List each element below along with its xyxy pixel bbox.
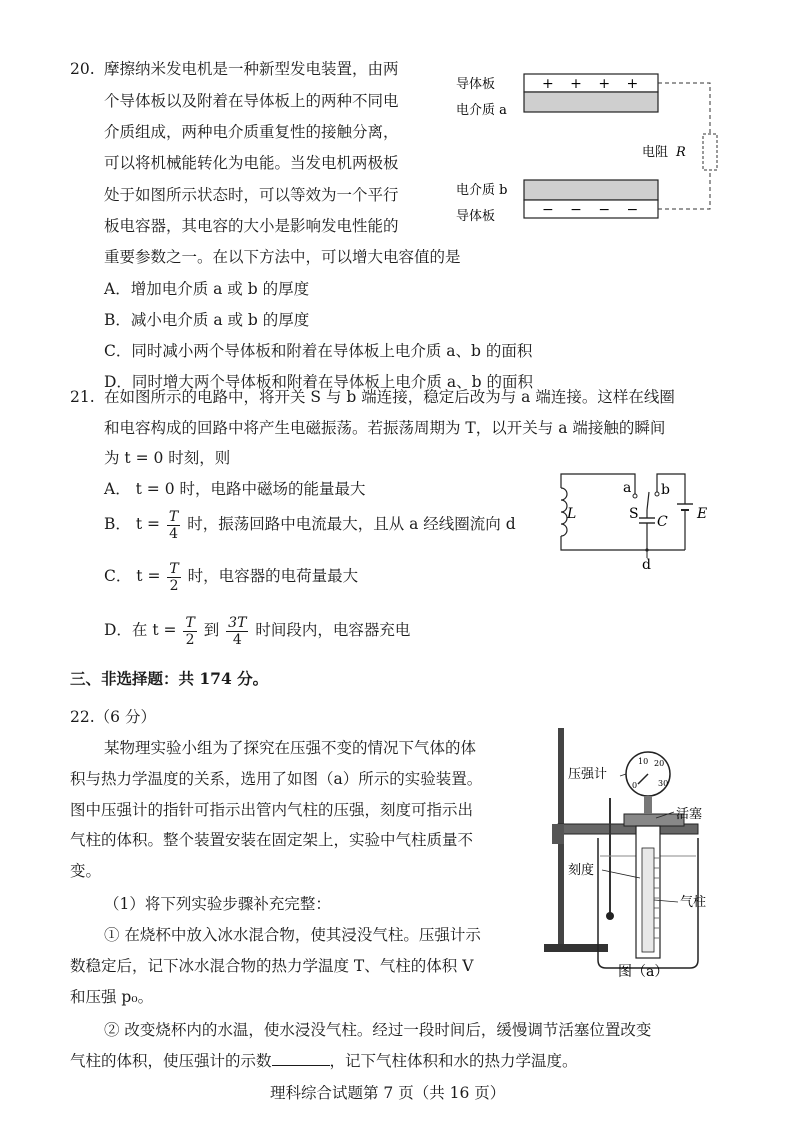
dielectric-a	[524, 92, 658, 112]
svg-text:10: 10	[638, 757, 649, 766]
label-gas-column: 气柱	[680, 895, 707, 910]
label-scale: 刻度	[568, 863, 595, 878]
clamp-block	[624, 814, 684, 826]
terminal-a	[633, 494, 637, 498]
q22-step1-line: ① 在烧杯中放入冰水混合物，使其浸没气柱。压强计示	[104, 926, 481, 944]
q22-step2-line: 气柱的体积，使压强计的示数 ，记下气柱体积和水的热力学温度。	[70, 1052, 578, 1070]
bottom-minus-signs: − − − −	[542, 202, 645, 218]
switch-blade	[647, 492, 649, 510]
q22-text-line: 变。	[70, 862, 102, 880]
clamp-left	[552, 824, 564, 844]
gas-column	[642, 848, 654, 952]
dielectric-b	[524, 180, 658, 200]
q20-text-line: 摩擦纳米发电机是一种新型发电装置，由两	[104, 60, 399, 78]
q22-text-line: 积与热力学温度的关系，选用了如图（a）所示的实验装置。	[70, 770, 483, 788]
fraction-t-over-2: $\frac{T}{2}$	[169, 560, 179, 594]
q21-option-b: B． t = $\frac{T}{4}$ 时，振荡回路中电流最大，且从 a 经线圈流向 d	[104, 508, 516, 542]
q21-text-line: 在如图所示的电路中，将开关 S 与 b 端连接，稳定后改为与 a 端连接。这样在线圈	[104, 388, 675, 406]
q20-text-line: 个导体板以及附着在导体板上的两种不同电	[104, 92, 399, 110]
lc-circuit-figure	[545, 466, 725, 570]
svg-text:C: C	[657, 514, 668, 530]
q20-text-line: 介质组成，两种电介质重复性的接触分离，	[104, 123, 399, 141]
fraction-3t-over-4: $\frac{3T}{4}$	[228, 614, 247, 648]
label-dielectric-a: 电介质 a	[456, 103, 507, 118]
figure-caption: 图（a）	[618, 964, 669, 980]
q22-step1-line: 数稳定后，记下冰水混合物的热力学温度 T、气柱的体积 V	[70, 957, 474, 975]
q21-option-a: A． t = 0 时，电路中磁场的能量最大	[104, 480, 366, 498]
label-dielectric-b: 电介质 b	[456, 183, 508, 198]
q22-text-line: 气柱的体积。整个装置安装在固定架上，实验中气柱质量不	[70, 831, 474, 849]
label-plate-top: 导体板	[456, 77, 496, 92]
q22-step2-line: ② 改变烧杯内的水温，使水浸没气柱。经过一段时间后，缓慢调节活塞位置改变	[104, 1021, 652, 1039]
page-footer: 理科综合试题第 7 页（共 16 页）	[270, 1084, 506, 1102]
wire-bottom	[658, 170, 710, 209]
label-resistor: 电阻	[642, 145, 669, 160]
generator-figure	[450, 62, 740, 232]
svg-text:30: 30	[658, 779, 669, 788]
q21-option-c: C． t = $\frac{T}{2}$ 时，电容器的电荷量最大	[104, 560, 359, 594]
wire-left-bottom	[561, 536, 685, 550]
wire-top	[658, 83, 710, 134]
svg-text:b: b	[661, 482, 670, 498]
q20-text-line: 板电容器，其电容的大小是影响发电性能的	[104, 217, 399, 235]
q20-text-line: 可以将机械能转化为电能。当发电机两极板	[104, 154, 399, 172]
svg-text:0: 0	[632, 781, 638, 790]
q20-option-a: A．增加电介质 a 或 b 的厚度	[104, 280, 310, 298]
q22-text-line: 图中压强计的指针可指示出管内气柱的压强，刻度可指示出	[70, 801, 474, 819]
top-plus-signs: + + + +	[542, 76, 645, 92]
q22-number: 22.（6 分）	[70, 708, 156, 726]
q20-text-line: 处于如图所示状态时，可以等效为一个平行	[104, 186, 399, 204]
svg-text:d: d	[642, 557, 651, 570]
fraction-t-over-2: $\frac{T}{2}$	[185, 614, 195, 648]
q20-option-c: C．同时减小两个导体板和附着在导体板上电介质 a、b 的面积	[104, 342, 533, 360]
section-heading: 三、非选择题：共 174 分。	[70, 669, 269, 688]
q20-option-b: B．减小电介质 a 或 b 的厚度	[104, 311, 310, 329]
q21-option-d: D．在 t = $\frac{T}{2}$ 到 $\frac{3T}{4}$ 时间段内，电容器充电	[104, 614, 411, 648]
q22-step-title: （1）将下列实验步骤补充完整：	[104, 895, 331, 913]
answer-blank[interactable]	[272, 1051, 330, 1066]
label-gauge: 压强计	[568, 767, 608, 782]
gas-apparatus-figure	[540, 728, 740, 982]
svg-text:E: E	[697, 506, 708, 522]
q20-number: 20.	[70, 60, 95, 78]
q21-text-line: 和电容构成的回路中将产生电磁振荡。若振荡周期为 T，以开关与 a 端接触的瞬间	[104, 419, 666, 437]
resistor	[703, 134, 717, 170]
label-plate-bottom: 导体板	[456, 209, 496, 224]
terminal-b	[655, 492, 659, 496]
label-resistor-symbol: R	[676, 145, 686, 160]
q20-option-d: D．同时增大两个导体板和附着在导体板上电介质 a、b 的面积	[104, 373, 533, 391]
svg-text:L: L	[567, 506, 577, 522]
q21-text-line: 为 t = 0 时刻，则	[104, 449, 231, 467]
svg-text:S: S	[629, 506, 639, 522]
q22-text-line: 某物理实验小组为了探究在压强不变的情况下气体的体	[104, 739, 477, 757]
svg-text:20: 20	[654, 759, 665, 768]
label-piston: 活塞	[676, 807, 703, 822]
svg-text:a: a	[623, 480, 632, 496]
q21-number: 21.	[70, 388, 95, 406]
q20-text-line: 重要参数之一。在以下方法中，可以增大电容值的是	[104, 248, 461, 266]
q22-step1-line: 和压强 p₀。	[70, 988, 154, 1006]
fraction-t-over-4: $\frac{T}{4}$	[168, 508, 179, 542]
